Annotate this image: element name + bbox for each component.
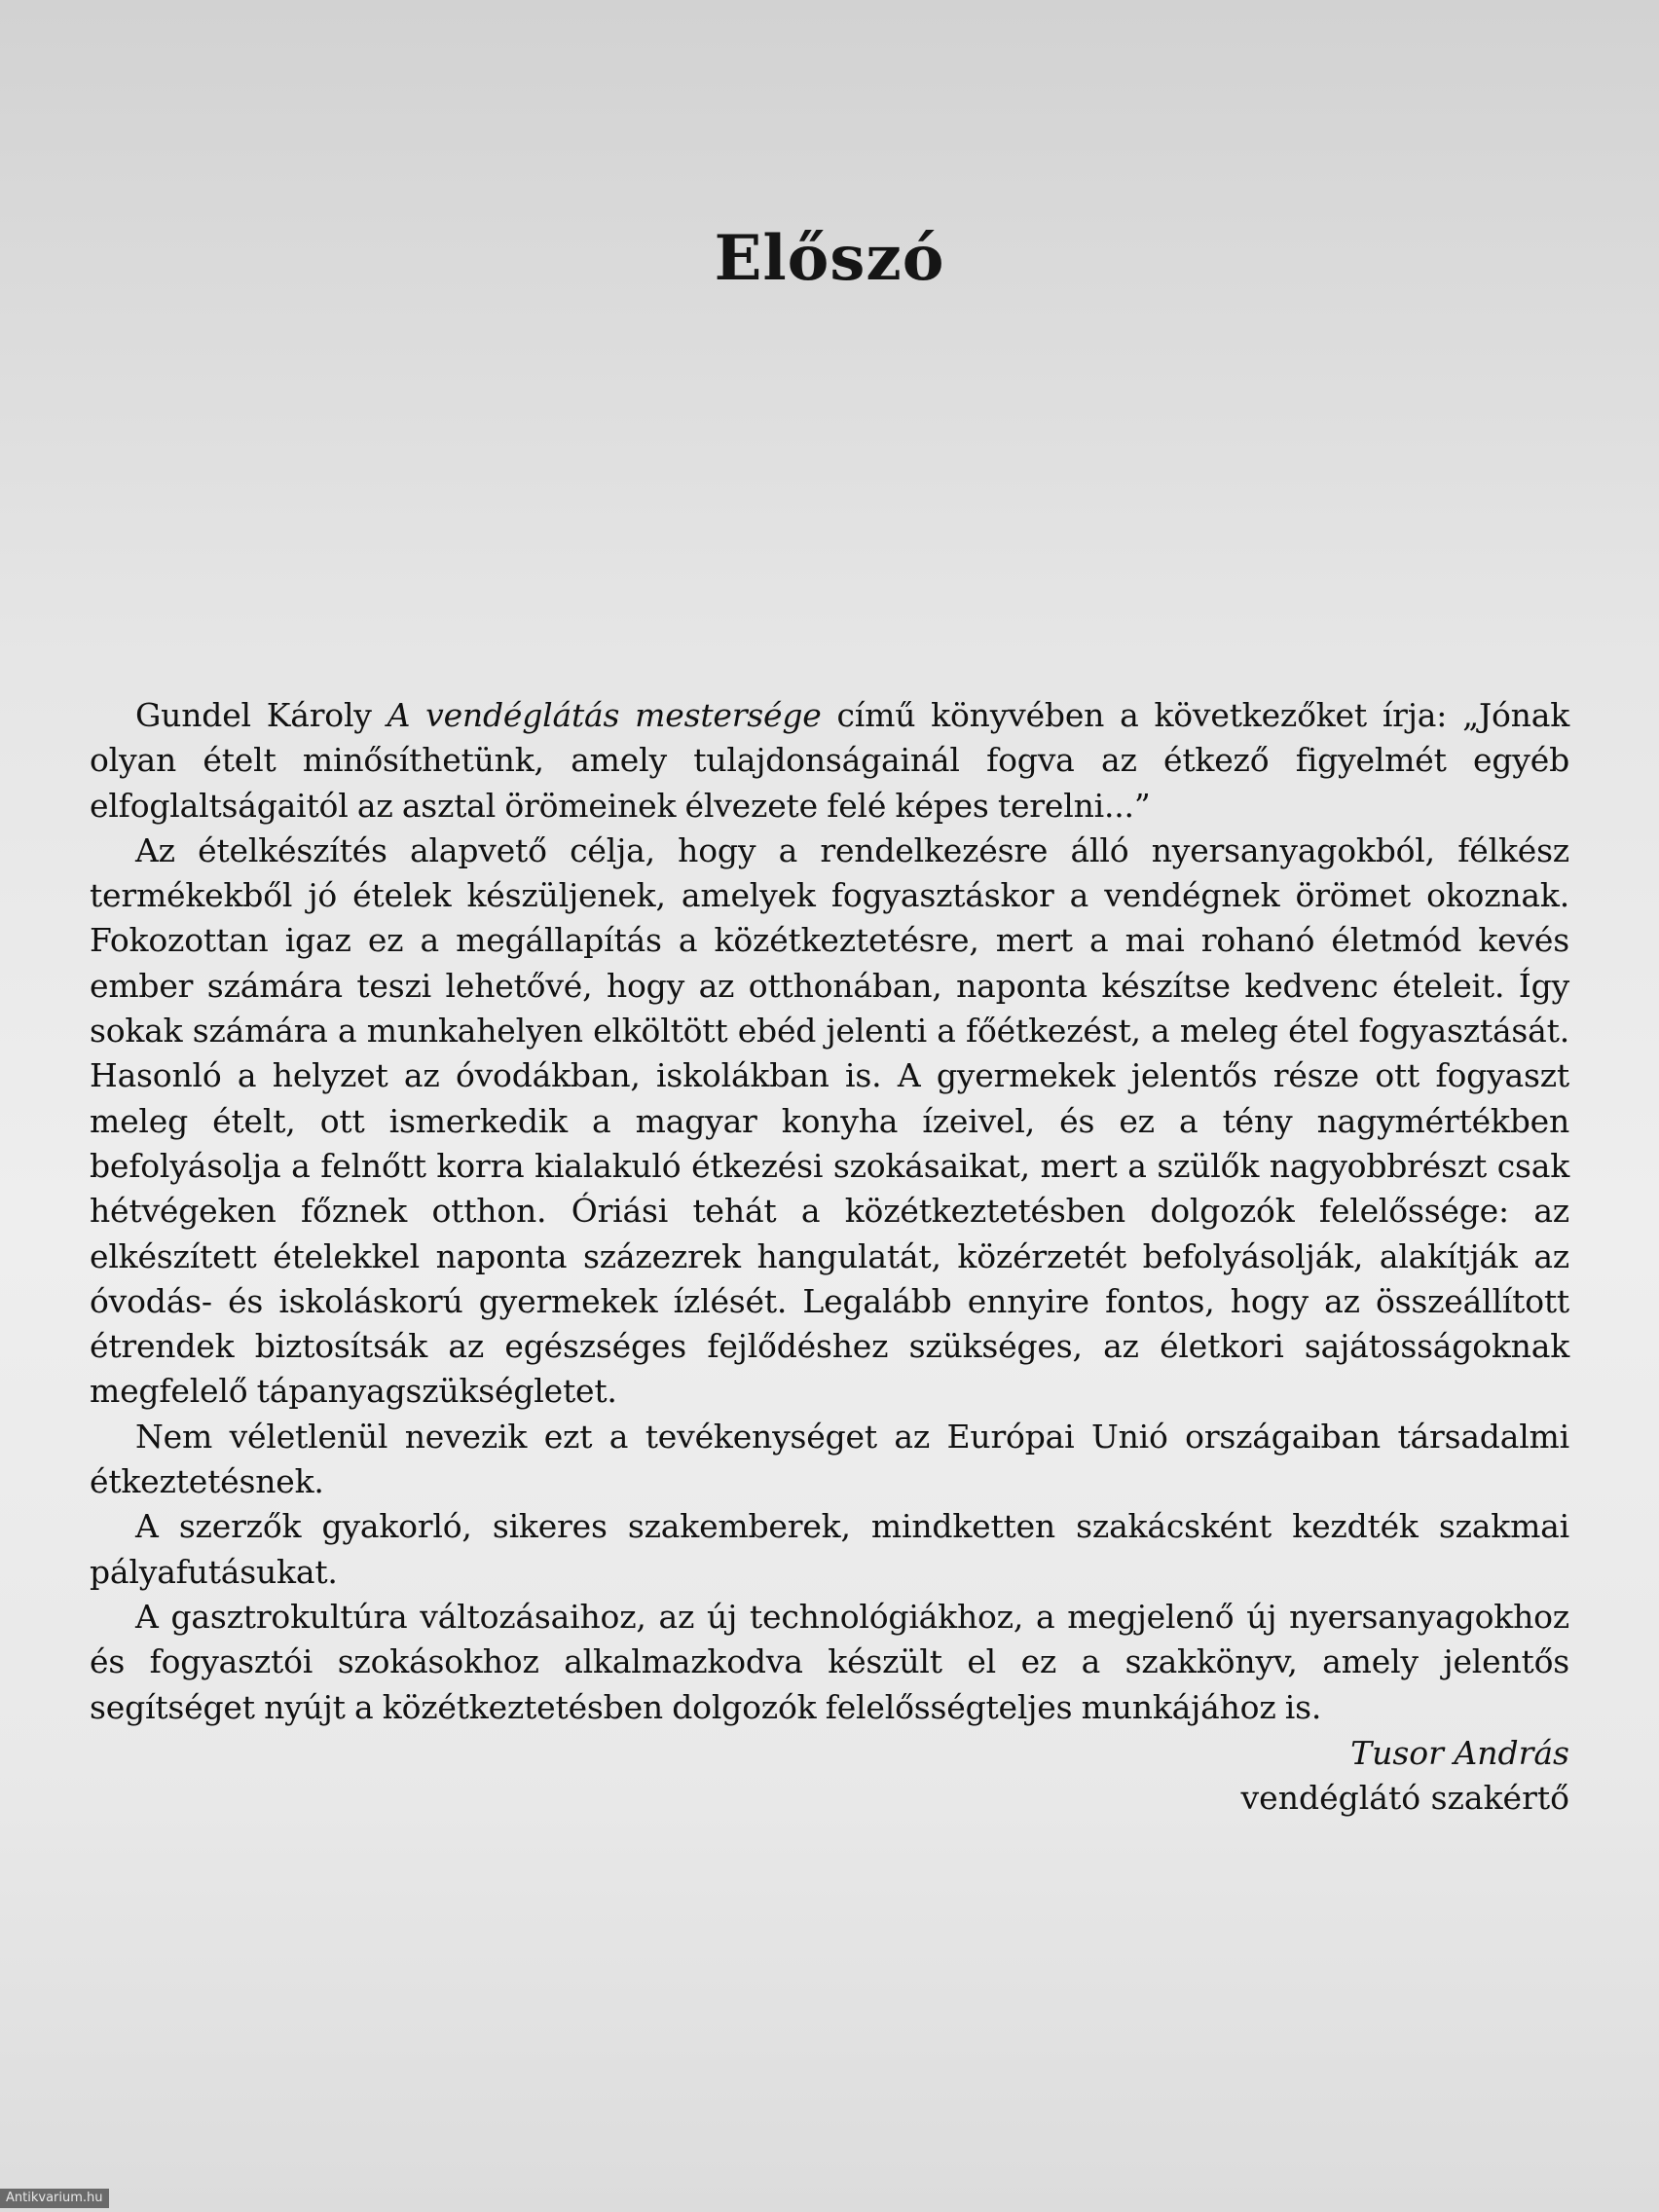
foreword-body (90, 693, 1569, 1730)
signature-block (1241, 1731, 1569, 1821)
author-name: Tusor András (1350, 1734, 1569, 1772)
book-title-italic: A vendéglátás mestersége (387, 696, 822, 734)
author-role: vendéglátó szakértő (1240, 1779, 1569, 1817)
paragraph-1 (90, 693, 1569, 829)
paragraph-1-lead: Gundel Károly (135, 696, 387, 734)
paragraph-5: A gasztrokultúra változásaihoz, az új technológiákhoz, a megjelenő új nyersanyagokhoz és fogyasztói szokásokhoz alkalmazkodva készült el ez a szakkönyv, amely jelentős segítséget nyújt a közétkeztetésben dolgozók felelősségteljes munkájához is. (90, 1597, 1569, 1726)
paragraph-1-rest: című könyvében a következőket írja: „Jónak olyan ételt minősíthetünk, amely tulajdonságainál fogva az étkező figyelmét egyéb elfoglaltságaitól az asztal örömeinek élvezete felé képes terelni...” (90, 696, 1569, 825)
page-title: Előszó (714, 221, 945, 295)
paragraph-3: Nem véletlenül nevezik ezt a tevékenységet az Európai Unió országaiban társadalmi étkeztetésnek. (90, 1417, 1569, 1501)
paragraph-2: Az ételkészítés alapvető célja, hogy a rendelkezésre álló nyersanyagokból, félkész termékekből jó ételek készüljenek, amelyek fogyasztáskor a vendégnek örömet okoznak. Fokozottan igaz ez a megállapítás a közétkeztetésre, mert a mai rohanó életmód kevés ember számára teszi lehetővé, hogy az otthonában, naponta készítse kedvenc ételeit. Így sokak számára a munkahelyen elköltött ebéd jelenti a főétkezést, a meleg étel fogyasztását. Hasonló a helyzet az óvodákban, iskolákban is. A gyermekek jelentős része ott fogyaszt meleg ételt, ott ismerkedik a magyar konyha ízeivel, és ez a tény nagymértékben befolyásolja a felnőtt korra kialakuló étkezési szokásaikat, mert a szülők nagyobbrészt csak hétvégeken főznek otthon. Óriási tehát a közétkeztetésben dolgozók felelőssége: az elkészített ételekkel naponta százezrek hangulatát, közérzetét befolyásolják, alakítják az óvodás- és iskoláskorú gyermekek ízlését. Legalább ennyire fontos, hogy az összeállított étrendek biztosítsák az egészséges fejlődéshez szükséges, az életkori sajátosságoknak megfelelő tápanyagszükségletet. (90, 830, 1569, 1411)
paragraph-4: A szerzők gyakorló, sikeres szakemberek, mindketten szakácsként kezdték szakmai pályafutásukat. (90, 1507, 1569, 1591)
watermark: Antikvarium.hu (0, 2189, 109, 2208)
